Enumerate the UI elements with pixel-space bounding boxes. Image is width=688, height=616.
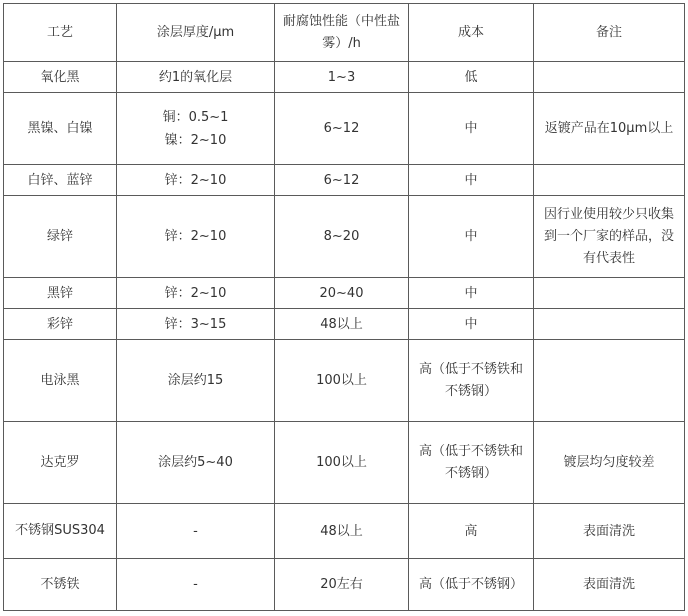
cell-note: 表面清洗 (534, 504, 685, 559)
cell-thickness: 锌：3~15 (117, 309, 275, 340)
cell-corrosion: 48以上 (275, 504, 409, 559)
cell-cost: 中 (409, 165, 534, 196)
cell-note: 因行业使用较少只收集到一个厂家的样品，没有代表性 (534, 196, 685, 278)
cell-note: 返镀产品在10μm以上 (534, 93, 685, 165)
cell-cost: 中 (409, 93, 534, 165)
table-row (4, 504, 685, 559)
table-row (4, 309, 685, 340)
cell-thickness: 锌：2~10 (117, 278, 275, 309)
cell-cost: 高 (409, 504, 534, 559)
cell-corrosion: 1~3 (275, 62, 409, 93)
header-cost: 成本 (409, 4, 534, 62)
cell-cost: 高（低于不锈铁和不锈钢） (409, 340, 534, 422)
coating-comparison-table (3, 3, 685, 611)
cell-corrosion: 20~40 (275, 278, 409, 309)
cell-thickness: 涂层约5~40 (117, 422, 275, 504)
thickness-line: 铜：0.5~1 (162, 109, 229, 125)
table-row (4, 93, 685, 165)
cell-corrosion: 48以上 (275, 309, 409, 340)
cell-note: 镀层均匀度较差 (534, 422, 685, 504)
table-row (4, 278, 685, 309)
cell-cost: 高（低于不锈钢） (409, 559, 534, 611)
table-row (4, 62, 685, 93)
cell-process: 氧化黑 (4, 62, 117, 93)
cell-note (534, 278, 685, 309)
cell-corrosion: 6~12 (275, 93, 409, 165)
cell-note (534, 340, 685, 422)
cell-process: 黑锌 (4, 278, 117, 309)
table-row (4, 196, 685, 278)
cell-note: 表面清洗 (534, 559, 685, 611)
cell-note (534, 309, 685, 340)
cell-corrosion: 100以上 (275, 422, 409, 504)
cell-thickness: 约1的氧化层 (117, 62, 275, 93)
cell-process: 达克罗 (4, 422, 117, 504)
cell-process: 白锌、蓝锌 (4, 165, 117, 196)
header-row (4, 4, 685, 62)
cell-cost: 中 (409, 278, 534, 309)
cell-process: 不锈钢SUS304 (4, 504, 117, 559)
cell-corrosion: 8~20 (275, 196, 409, 278)
cell-thickness (117, 93, 275, 165)
cell-process: 绿锌 (4, 196, 117, 278)
cell-cost: 中 (409, 196, 534, 278)
table-row (4, 422, 685, 504)
cell-thickness: 锌：2~10 (117, 196, 275, 278)
thickness-line: 镍：2~10 (164, 132, 227, 148)
table-row (4, 340, 685, 422)
table-row (4, 559, 685, 611)
cell-thickness: 涂层约15 (117, 340, 275, 422)
header-thickness: 涂层厚度/μm (117, 4, 275, 62)
cell-note (534, 165, 685, 196)
cell-cost: 低 (409, 62, 534, 93)
table-row (4, 165, 685, 196)
cell-corrosion: 20左右 (275, 559, 409, 611)
table-container (3, 3, 685, 611)
cell-cost: 中 (409, 309, 534, 340)
cell-thickness: - (117, 504, 275, 559)
cell-thickness: 锌：2~10 (117, 165, 275, 196)
cell-note (534, 62, 685, 93)
header-corrosion: 耐腐蚀性能（中性盐雾）/h (275, 4, 409, 62)
cell-process: 电泳黑 (4, 340, 117, 422)
cell-corrosion: 6~12 (275, 165, 409, 196)
cell-cost: 高（低于不锈铁和不锈钢） (409, 422, 534, 504)
cell-process: 黑镍、白镍 (4, 93, 117, 165)
cell-thickness: - (117, 559, 275, 611)
header-process: 工艺 (4, 4, 117, 62)
cell-corrosion: 100以上 (275, 340, 409, 422)
cell-process: 不锈铁 (4, 559, 117, 611)
cell-process: 彩锌 (4, 309, 117, 340)
header-note: 备注 (534, 4, 685, 62)
